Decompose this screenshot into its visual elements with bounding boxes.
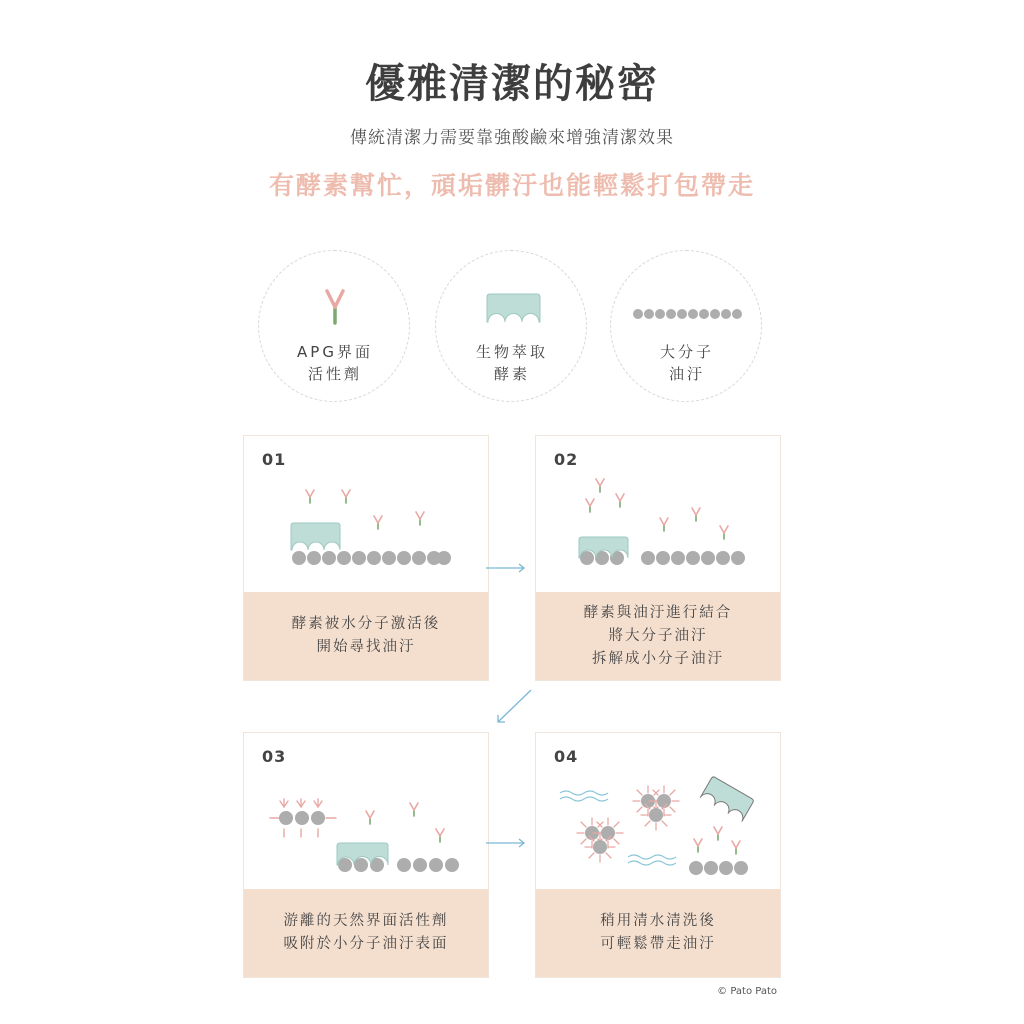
caption-line: 拆解成小分子油汙: [592, 650, 724, 667]
legend-line: 生物萃取: [475, 343, 548, 361]
step-illustration: [536, 436, 782, 596]
caption-line: 酵素與油汙進行結合: [583, 604, 733, 621]
step-card-01: [243, 435, 489, 681]
legend-line: 大分子: [659, 343, 714, 361]
caption-line: 開始尋找油汙: [316, 639, 416, 655]
step-caption: [244, 592, 488, 680]
caption-line: 將大分子油汙: [608, 627, 708, 644]
legend-line: 酵素: [493, 365, 530, 383]
arrow-diagonal-icon: [494, 688, 534, 726]
legend-line: 油汙: [668, 365, 705, 383]
legend-enzyme: [435, 250, 587, 402]
highlight-tagline: 有酵素幫忙，頑垢髒汙也能輕鬆打包帶走: [268, 171, 755, 200]
copyright-notice: © Pato Pato: [717, 986, 777, 997]
step-number: 03: [262, 747, 287, 766]
arrow-right-icon: [484, 562, 528, 574]
legend-surfactant: [258, 250, 410, 402]
caption-line: 吸附於小分子油汙表面: [283, 936, 449, 952]
step-illustration: [244, 436, 490, 596]
step-illustration: [244, 733, 490, 893]
legend-label: [436, 341, 588, 385]
caption-line: 游離的天然界面活性劑: [283, 913, 449, 929]
step-number: 01: [262, 450, 287, 469]
legend-oil: [610, 250, 762, 402]
page-title: 優雅清潔的秘密: [365, 61, 659, 107]
legend-label: [259, 341, 411, 385]
page-subtitle: 傳統清潔力需要靠強酸鹼來增強清潔效果: [350, 128, 674, 148]
caption-line: 酵素被水分子激活後: [291, 616, 441, 632]
step-number: 04: [554, 747, 579, 766]
legend-line: 活性劑: [307, 365, 362, 383]
step-card-03: [243, 732, 489, 978]
step-card-02: [535, 435, 781, 681]
caption-line: 可輕鬆帶走油汙: [600, 936, 716, 952]
step-illustration: [536, 733, 782, 893]
step-caption: [536, 889, 780, 977]
step-caption: [244, 889, 488, 977]
step-caption: [536, 592, 780, 680]
legend-line: APG界面: [297, 343, 373, 361]
step-card-04: [535, 732, 781, 978]
step-number: 02: [554, 450, 579, 469]
arrow-right-icon: [484, 837, 528, 849]
legend-label: [611, 341, 763, 385]
caption-line: 稍用清水清洗後: [600, 913, 716, 929]
